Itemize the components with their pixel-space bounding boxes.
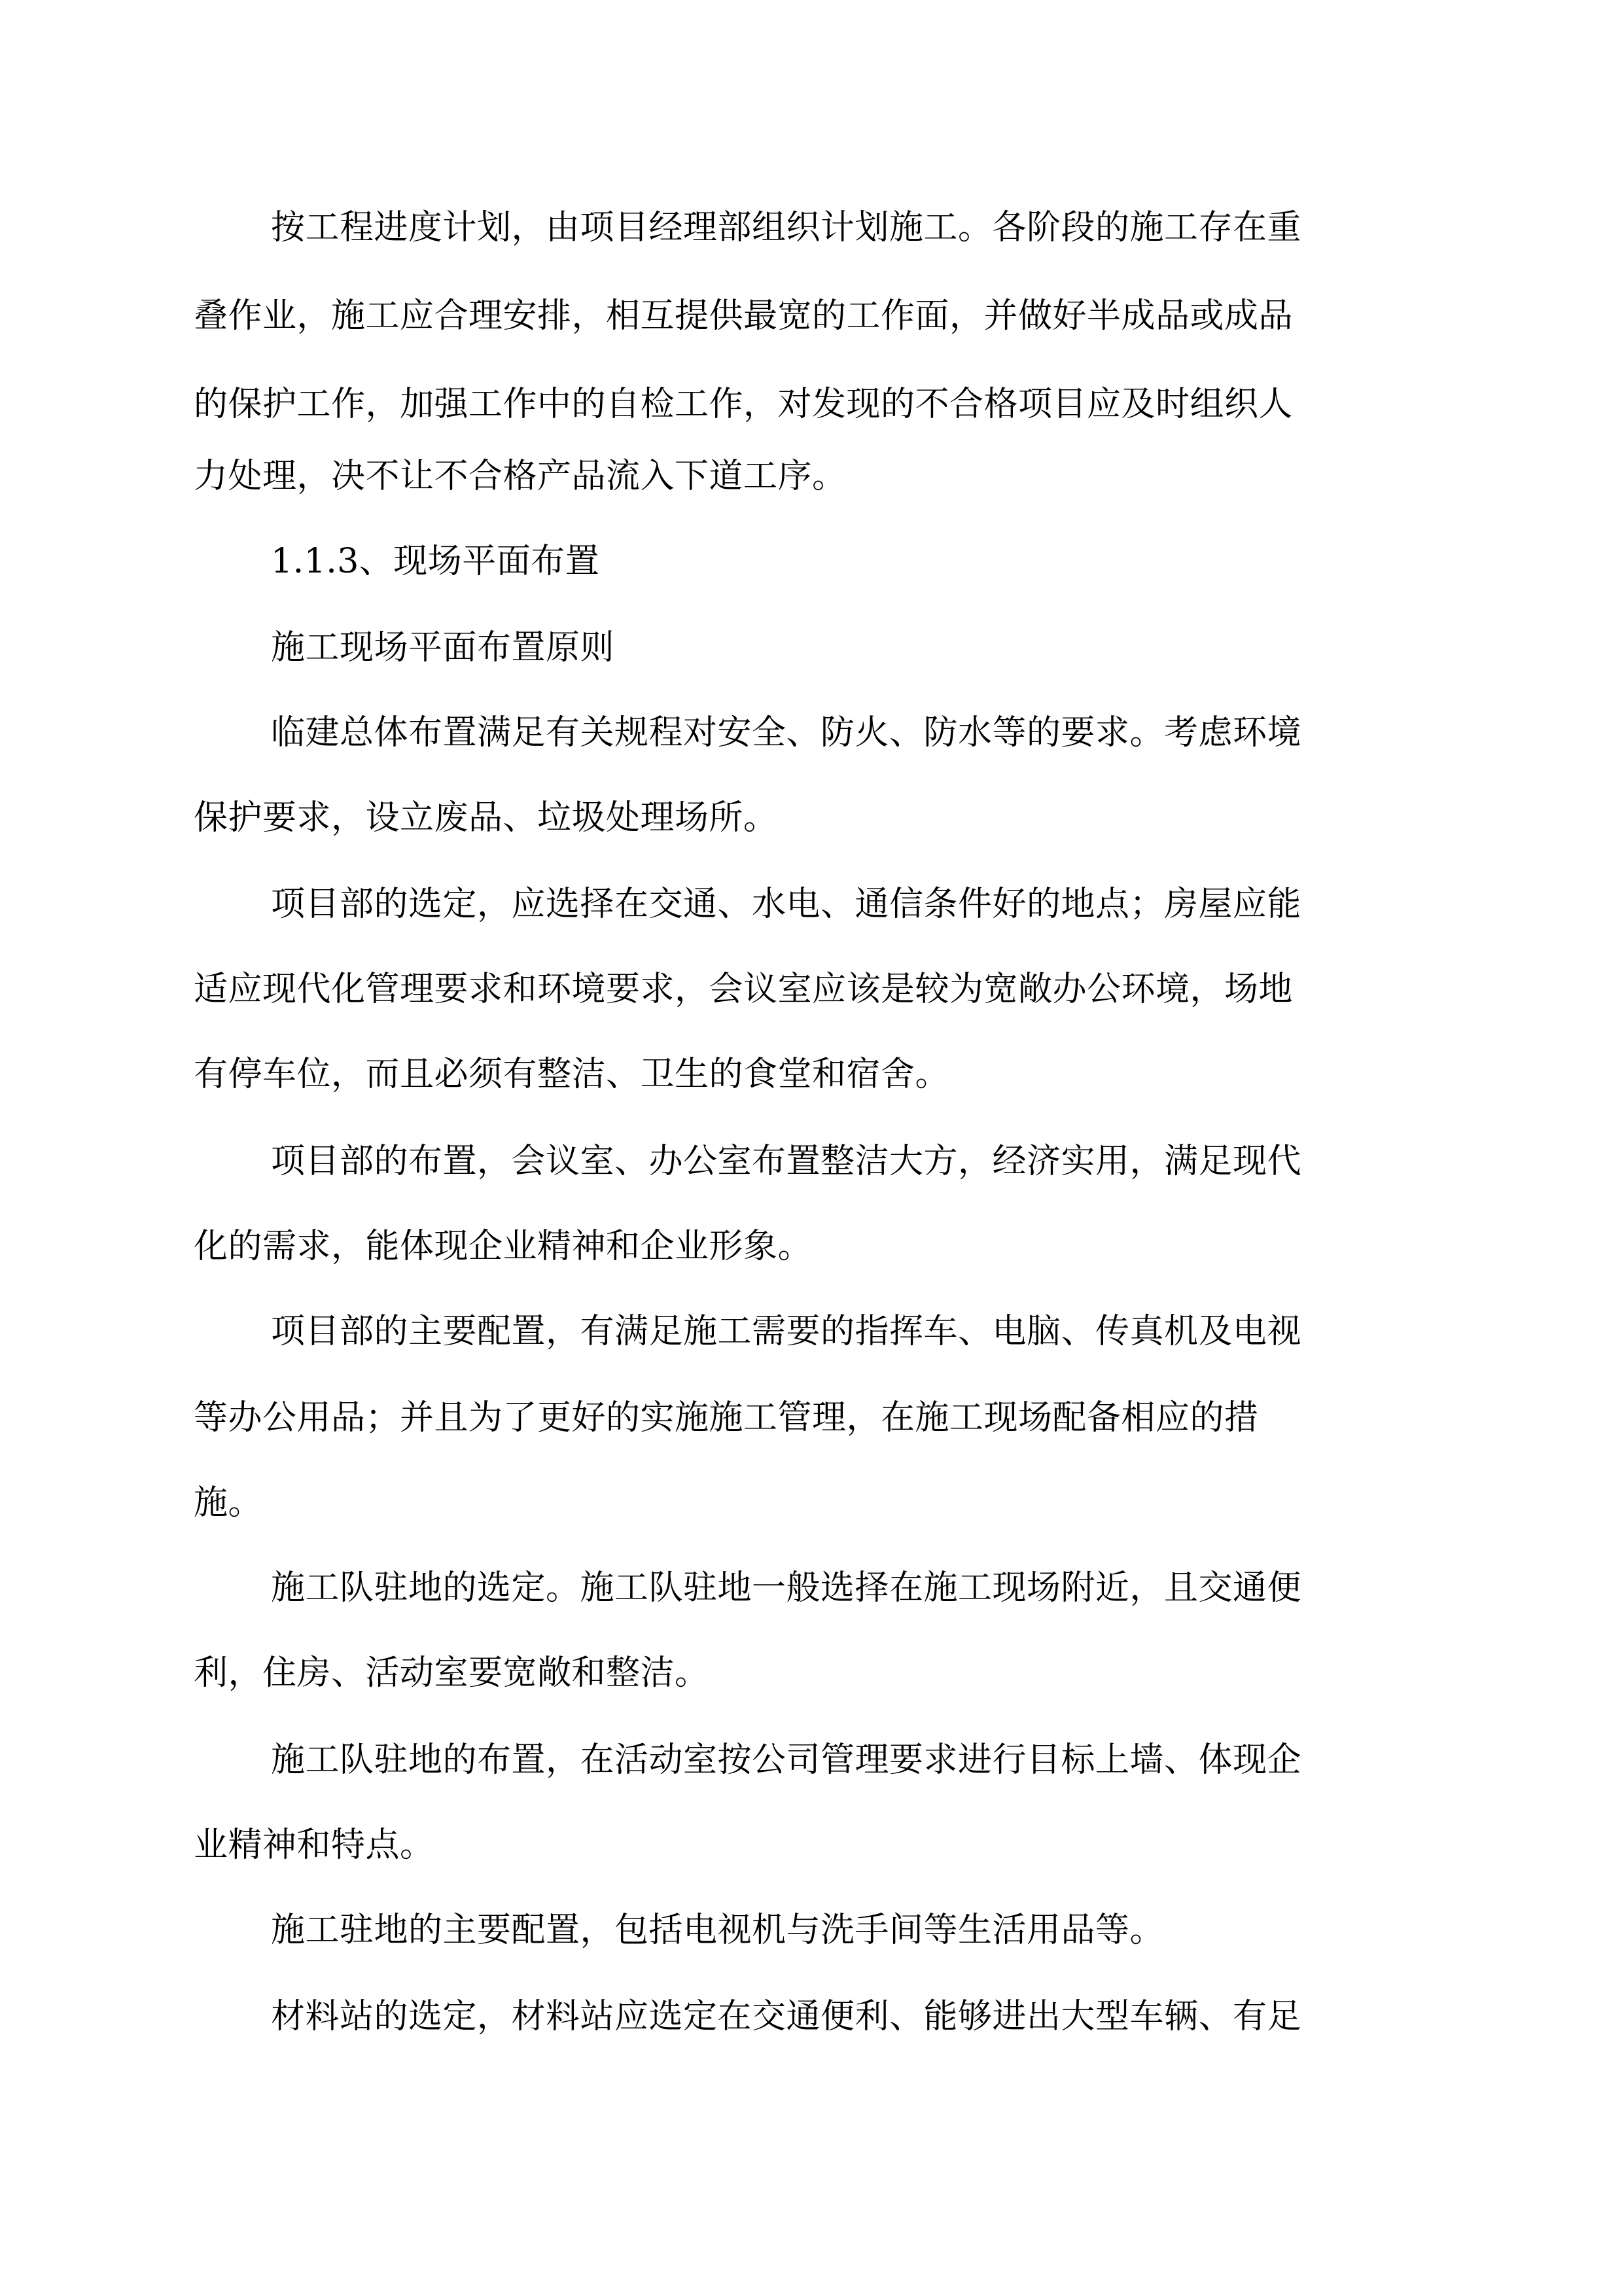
text-line: 有停车位，而且必须有整洁、卫生的食堂和宿舍。 — [194, 1055, 950, 1094]
text-line: 材料站的选定，材料站应选定在交通便利、能够进出大型车辆、有足 — [271, 1997, 1302, 2036]
text-line: 施工驻地的主要配置，包括电视机与洗手间等生活用品等。 — [271, 1911, 1165, 1950]
text-line: 项目部的主要配置，有满足施工需要的指挥车、电脑、传真机及电视 — [271, 1312, 1302, 1351]
subheading: 施工现场平面布置原则 — [271, 628, 615, 667]
text-line: 利，住房、活动室要宽敞和整洁。 — [194, 1653, 709, 1693]
text-line: 的保护工作，加强工作中的自检工作，对发现的不合格项目应及时组织人 — [194, 385, 1294, 424]
text-line: 保护要求，设立废品、垃圾处理场所。 — [194, 798, 778, 838]
text-line: 项目部的布置，会议室、办公室布置整洁大方，经济实用，满足现代 — [271, 1142, 1302, 1181]
text-line: 等办公用品；并且为了更好的实施施工管理，在施工现场配备相应的措 — [194, 1398, 1259, 1438]
text-line: 临建总体布置满足有关规程对安全、防火、防水等的要求。考虑环境 — [271, 713, 1302, 752]
text-line: 施工队驻地的布置，在活动室按公司管理要求进行目标上墙、体现企 — [271, 1740, 1302, 1780]
text-line: 施。 — [194, 1483, 263, 1523]
text-line: 施工队驻地的选定。施工队驻地一般选择在施工现场附近，且交通便 — [271, 1568, 1302, 1608]
text-line: 项目部的选定，应选择在交通、水电、通信条件好的地点；房屋应能 — [271, 885, 1302, 924]
text-line: 业精神和特点。 — [194, 1826, 434, 1865]
section-heading: 1.1.3、现场平面布置 — [271, 542, 600, 581]
text-line: 按工程进度计划，由项目经理部组织计划施工。各阶段的施工存在重 — [271, 208, 1302, 247]
text-line: 叠作业，施工应合理安排，相互提供最宽的工作面，并做好半成品或成品 — [194, 296, 1294, 336]
text-line: 力处理，决不让不合格产品流入下道工序。 — [194, 457, 847, 496]
text-line: 适应现代化管理要求和环境要求，会议室应该是较为宽敞办公环境，场地 — [194, 970, 1294, 1009]
text-line: 化的需求，能体现企业精神和企业形象。 — [194, 1227, 813, 1266]
